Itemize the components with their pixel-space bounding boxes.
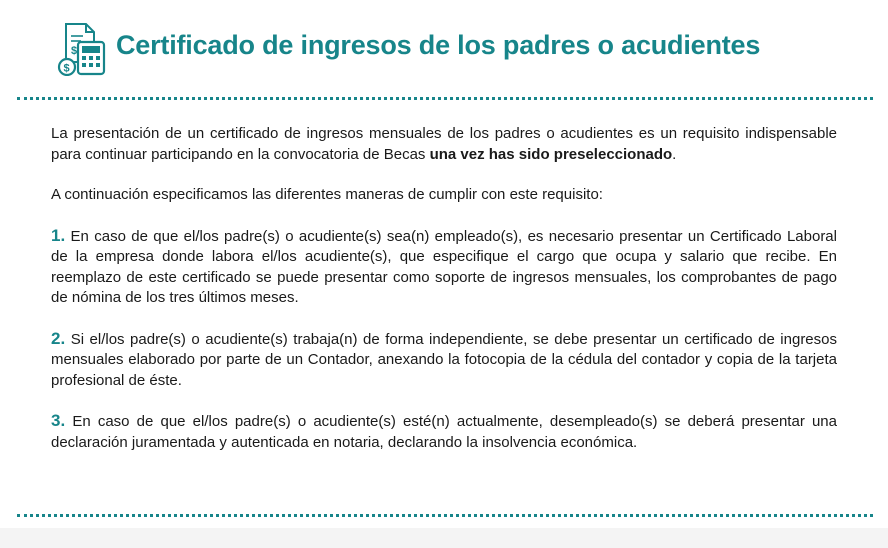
income-certificate-icon bbox=[56, 22, 108, 76]
list-item bbox=[51, 329, 837, 392]
bottom-divider bbox=[17, 514, 873, 517]
item-text: En caso de que el/los padre(s) o acudiente(s) esté(n) actualmente, desempleado(s) se deberá presentar una declaración juramentada y autenticada en notaria, declarando la insolvencia económica. bbox=[51, 413, 837, 451]
intro-text-end: . bbox=[672, 145, 677, 163]
svg-text:$: $ bbox=[63, 62, 70, 75]
list-item bbox=[51, 411, 837, 453]
item-number: 3. bbox=[51, 411, 66, 430]
lead-paragraph: A continuación especificamos las diferentes maneras de cumplir con este requisito: bbox=[51, 186, 603, 203]
svg-text:$: $ bbox=[71, 45, 78, 57]
intro-bold-text: una vez has sido preseleccionado bbox=[429, 145, 673, 163]
intro-paragraph bbox=[51, 124, 837, 165]
header bbox=[0, 18, 888, 80]
content bbox=[51, 124, 837, 453]
item-text: En caso de que el/los padre(s) o acudiente(s) sea(n) empleado(s), es necesario presentar un Certificado Laboral de la empresa donde labora el/los acudiente(s), que especifique el cargo que ocupa y salario que recibe. En reemplazo de este certificado se puede presentar como soporte de ingresos mensuales, los comprobantes de pago de nómina de los tres últimos meses. bbox=[51, 227, 837, 306]
top-divider bbox=[17, 97, 873, 100]
list-item bbox=[51, 226, 837, 309]
bottom-band bbox=[0, 528, 888, 548]
intro-text: La presentación de un certificado de ingresos mensuales de los padres o acudientes es un requisito indispensable para continuar participando en la convocatoria de Becas bbox=[51, 125, 837, 163]
item-number: 1. bbox=[51, 225, 66, 245]
page-title: Certificado de ingresos de los padres o acudientes bbox=[116, 30, 761, 60]
item-text: Si el/los padre(s) o acudiente(s) trabaja(n) de forma independiente, se debe presentar un certificado de ingresos mensuales elaborado por parte de un Contador, anexando la fotocopia de la cédula del contador y copia de la tarjeta profesional de éste. bbox=[51, 330, 837, 389]
item-number: 2. bbox=[51, 328, 66, 348]
